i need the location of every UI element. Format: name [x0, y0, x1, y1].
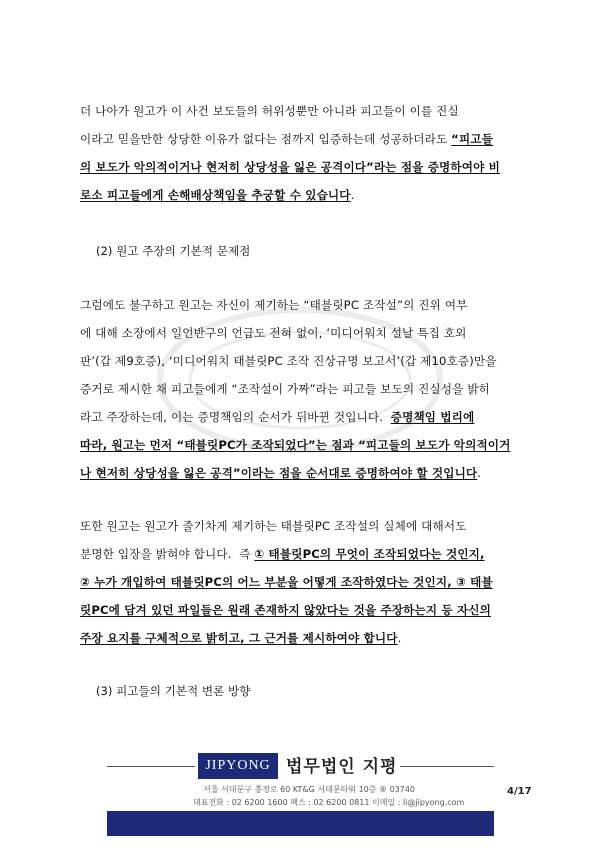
- firm-logo: JIPYONG: [198, 753, 278, 779]
- body-text: 또한 원고는 원고가 줄기차게 제기하는 태블릿PC 조작설의 실체에 대해서도: [80, 519, 467, 533]
- paragraph-defamation-burden: [80, 97, 526, 209]
- text-line: [80, 431, 526, 459]
- firm-address: 서울 서대문구 충정로 60 KT&G 서대문타워 10층 ® 03740: [203, 785, 416, 794]
- emphasized-text: 주장 요지를 구체적으로 밝히고, 그 근거를 제시하여야 합니다: [80, 631, 398, 645]
- emphasized-text: ① 태블릿PC의 무엇이 조작되었다는 것인지,: [254, 547, 485, 561]
- emphasized-text: 라는 점을 증명하여야 비: [373, 160, 500, 174]
- emphasized-text: 릿PC에 담겨 있던 파일들은 원래 존재하지 않았다는 것을 주장하는지 등 자신의: [80, 603, 492, 617]
- footer-divider-left: [107, 766, 195, 767]
- emphasized-text: 나 현저히 상당성을 잃은 공격”이라는 점을 순서대로 증명하여야 할 것입니다: [80, 466, 478, 480]
- emphasized-text: 따라, 원고는 먼저 “태블릿PC가 조작되었다”는 점과 “피고들의 보도가 악의적이거: [80, 438, 511, 452]
- emphasized-text: “피고들: [451, 132, 493, 146]
- text-line: [80, 153, 526, 181]
- body-text: 이라고 믿을만한 상당한 이유가 없다는 점까지 입증하는데 성공하더라도: [80, 132, 452, 146]
- body-text: 분명한 입장을 밝혀야 합니다. 즉: [80, 547, 255, 561]
- firm-name: 법무법인 지평: [286, 757, 398, 777]
- section-heading-defense-direction: (3) 피고들의 기본적 변론 방향: [96, 684, 251, 698]
- emphasized-text: 의 보도가 악의적이거나 현저히 상당성을 잃은 공격이다”: [80, 160, 374, 174]
- body-text: .: [397, 631, 402, 645]
- section-heading-basic-problem: (2) 원고 주장의 기본적 문제점: [96, 244, 251, 258]
- paragraph-clarify-position: [80, 512, 526, 652]
- body-text: 더 나아가 원고가 이 사건 보도들의 허위성뿐만 아니라 피고들이 이를 진실: [80, 104, 459, 118]
- paragraph-burden-of-proof: [80, 291, 526, 487]
- firm-contact: 대표전화 : 02 6200 1600 팩스 : 02 6200 0811 이메일 : li@jipyong.com: [193, 798, 465, 807]
- text-line: [80, 596, 526, 624]
- text-line: [80, 624, 526, 652]
- body-text: 판’(갑 제9호증), ‘미디어워치 태블릿PC 조작 진상규명 보고서’(갑 제10호증)만을: [80, 354, 497, 368]
- body-text: 증거로 제시한 채 피고들에게 “조작설이 가짜”라는 피고들 보도의 진실성을 밝히: [80, 382, 491, 396]
- text-line: [80, 459, 526, 487]
- emphasized-text: ② 누가 개입하여 태블릿PC의 어느 부분을 어떻게 조작하였다는 것인지, ③ 태블: [80, 575, 493, 589]
- body-text: .: [350, 188, 355, 202]
- footer-band: [107, 811, 494, 836]
- text-line: [80, 181, 526, 209]
- text-line: [80, 403, 526, 431]
- text-line: [80, 512, 526, 540]
- body-text: 라고 주장하는데, 이는 증명책임의 순서가 뒤바뀐 것입니다.: [80, 410, 391, 424]
- text-line: [80, 568, 526, 596]
- text-line: [80, 319, 526, 347]
- body-text: 그럼에도 불구하고 원고는 자신이 제기하는 “태블릿PC 조작설”의 진위 여부: [80, 298, 468, 312]
- page-number: 4/17: [507, 786, 532, 797]
- footer-divider-right: [400, 766, 494, 767]
- text-line: [80, 125, 526, 153]
- text-line: [80, 97, 526, 125]
- text-line: [80, 291, 526, 319]
- text-line: [80, 375, 526, 403]
- body-text: 에 대해 소장에서 일언반구의 언급도 전혀 없이, ‘미디어워치 설날 특집 호외: [80, 326, 467, 340]
- emphasized-text: 증명책임 법리에: [390, 410, 475, 424]
- body-text: .: [477, 466, 482, 480]
- emphasized-text: 로소 피고들에게 손해배상책임을 추궁할 수 있습니다: [80, 188, 351, 202]
- text-line: [80, 347, 526, 375]
- text-line: [80, 540, 526, 568]
